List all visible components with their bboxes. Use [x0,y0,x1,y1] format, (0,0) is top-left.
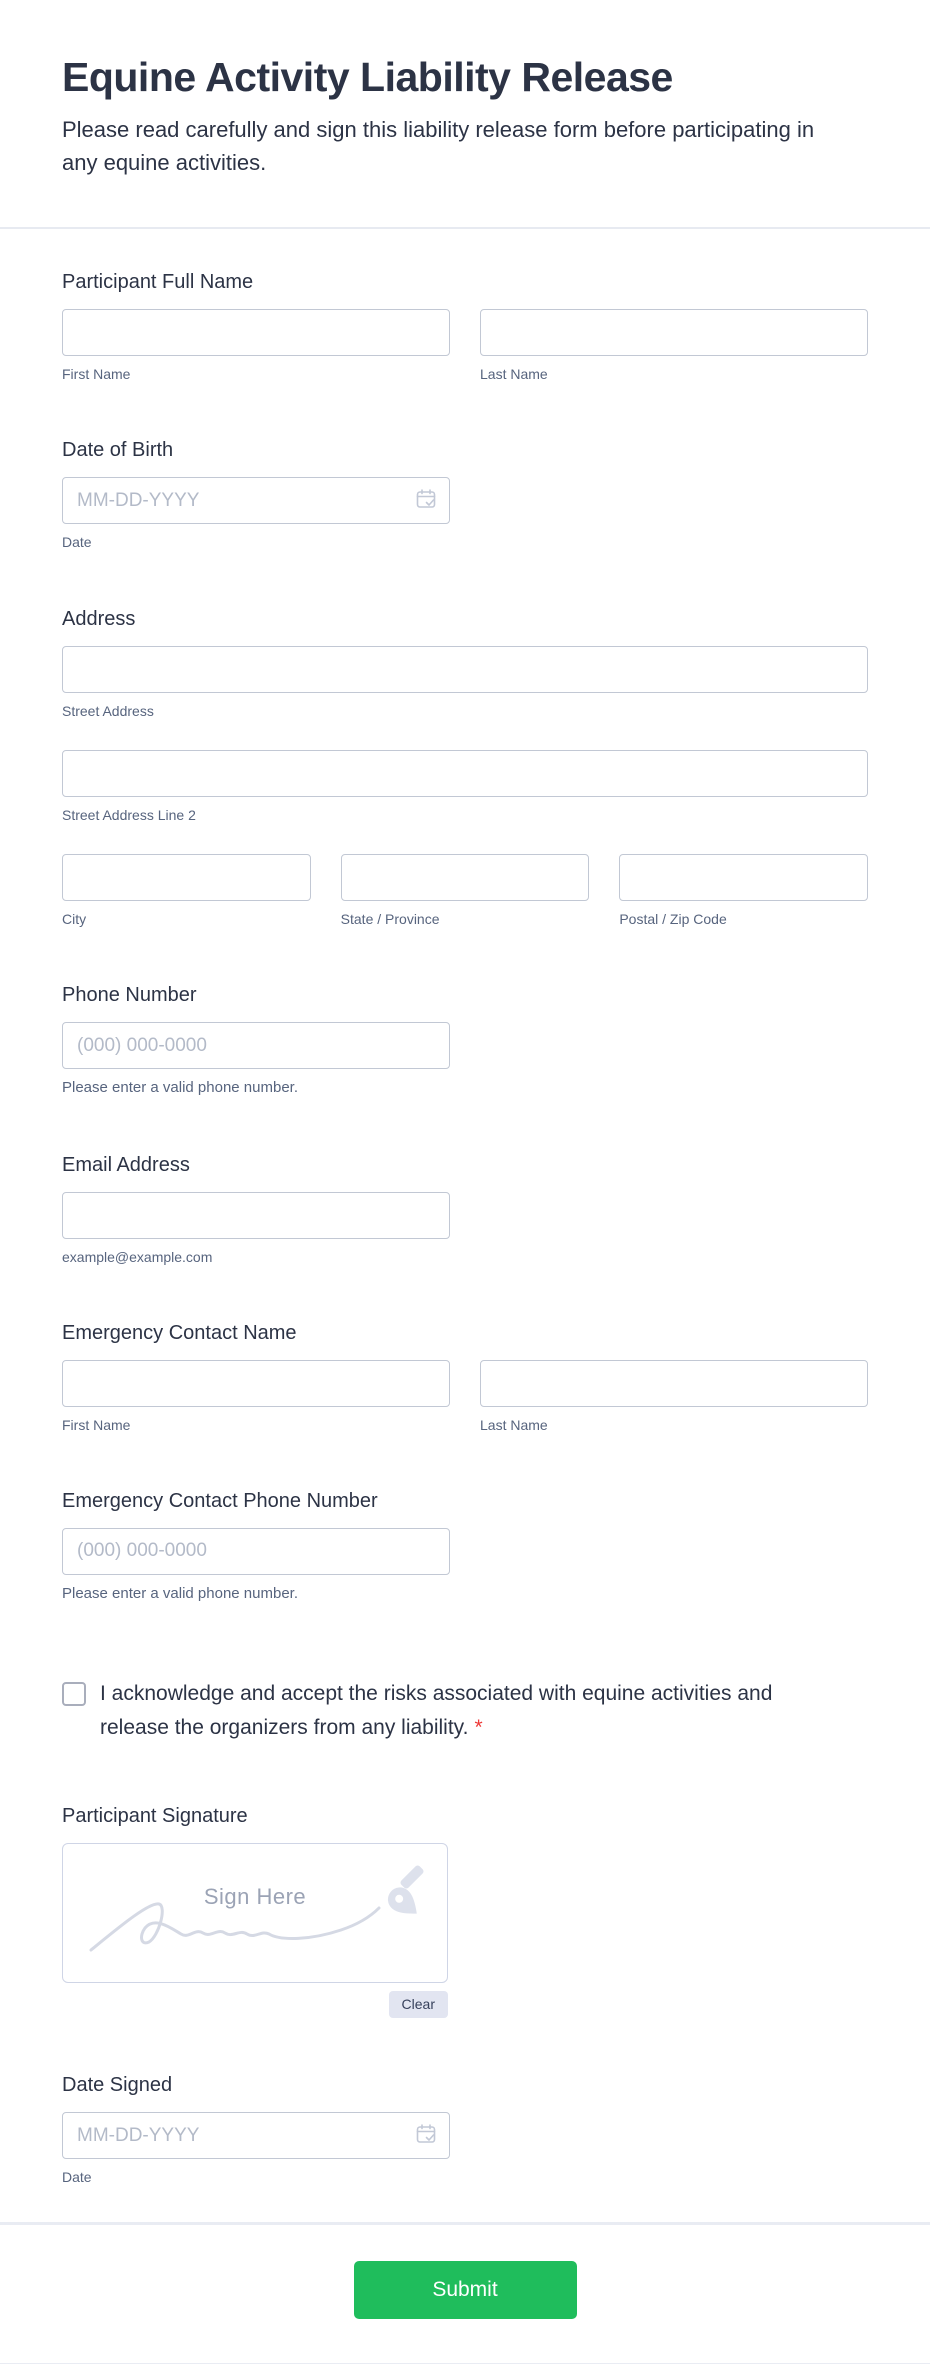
email-address-label: Email Address [62,1153,190,1176]
question-emergency-phone [62,1488,868,1604]
acknowledgement-text: I acknowledge and accept the risks associated with equine activities and release the organizers from any liability. [100,1682,773,1740]
phone-number-input[interactable] [62,1022,450,1069]
acknowledgement-checkbox[interactable] [62,1682,86,1706]
signature-squiggle-and-pen-nib-icon [63,1844,448,1983]
city-sublabel: City [62,910,87,927]
participant-last-name-sublabel: Last Name [480,366,548,383]
email-address-input[interactable] [62,1192,450,1239]
signature-pad[interactable] [62,1843,448,1983]
phone-number-label: Phone Number [62,984,197,1007]
question-acknowledgement [62,1677,802,1745]
signature-placeholder: Sign Here [203,1884,307,1910]
emergency-phone-label: Emergency Contact Phone Number [62,1489,378,1512]
question-phone-number [62,982,868,1098]
signature-clear-button[interactable]: Clear [389,1991,448,2018]
form-subtitle: Please read carefully and sign this liability release form before participating in any equine activities. [62,117,815,176]
address-label: Address [62,607,136,630]
participant-name-label: Participant Full Name [62,271,254,294]
calendar-check-icon [414,2122,438,2149]
question-date-signed [62,2072,868,2186]
date-signed-input[interactable] [62,2112,450,2159]
required-asterisk: * [474,1716,483,1740]
question-address [62,606,868,929]
city-input[interactable] [62,854,311,901]
email-address-sublabel: example@example.com [62,1248,213,1265]
emergency-last-name-input[interactable] [480,1360,868,1407]
date-of-birth-sublabel: Date [62,534,92,551]
postal-zip-sublabel: Postal / Zip Code [619,910,727,927]
form-body [0,229,930,2186]
emergency-last-name-sublabel: Last Name [480,1416,548,1433]
emergency-contact-name-label: Emergency Contact Name [62,1321,297,1344]
question-participant-name [62,269,868,383]
participant-last-name-input[interactable] [480,309,868,356]
submit-section [0,2222,930,2363]
participant-first-name-input[interactable] [62,309,450,356]
form-title: Equine Activity Liability Release [62,54,673,100]
phone-number-helper: Please enter a valid phone number. [62,1079,298,1097]
date-signed-label: Date Signed [62,2074,173,2097]
question-emergency-contact-name [62,1320,868,1434]
question-participant-signature [62,1803,868,2018]
question-email-address [62,1152,868,1266]
date-of-birth-label: Date of Birth [62,439,174,462]
page-footer-divider [0,2363,930,2369]
postal-zip-input[interactable] [619,854,868,901]
submit-button[interactable]: Submit [354,2261,577,2319]
date-of-birth-calendar-button[interactable] [414,489,438,513]
date-signed-sublabel: Date [62,2169,92,2186]
state-province-input[interactable] [341,854,590,901]
street-address-sublabel: Street Address [62,702,154,719]
date-of-birth-input[interactable] [62,477,450,524]
form-header [0,0,930,229]
street-address-line2-input[interactable] [62,750,868,797]
date-signed-calendar-button[interactable] [414,2124,438,2148]
participant-signature-label: Participant Signature [62,1805,248,1828]
question-date-of-birth [62,437,868,551]
street-address-input[interactable] [62,646,868,693]
calendar-check-icon [414,487,438,514]
emergency-first-name-sublabel: First Name [62,1416,131,1433]
participant-first-name-sublabel: First Name [62,366,131,383]
state-province-sublabel: State / Province [340,910,440,927]
street-address-line2-sublabel: Street Address Line 2 [62,806,196,823]
emergency-phone-helper: Please enter a valid phone number. [62,1584,298,1602]
emergency-first-name-input[interactable] [62,1360,450,1407]
emergency-phone-input[interactable] [62,1528,450,1575]
